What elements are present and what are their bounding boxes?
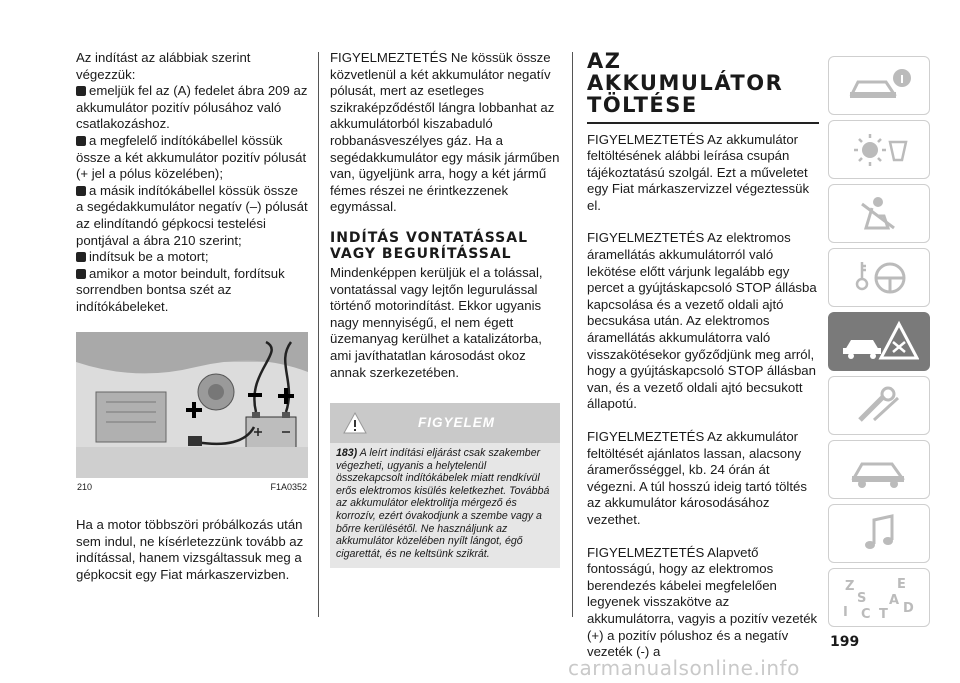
bullet-square-icon [76,86,86,96]
column-divider [318,52,319,617]
car-specs-icon [844,450,914,490]
dashboard-lights-icon [844,130,914,170]
bullet-square-icon [76,252,86,262]
warning-box [330,403,560,568]
tab-car-info[interactable] [828,56,930,115]
index-letter: E [897,576,906,592]
index-letter: S [857,590,867,606]
car-info-icon [844,66,914,106]
music-note-icon [844,514,914,554]
car-warning-icon [839,320,919,364]
charge-paragraph-4: FIGYELMEZTETÉS Alapvető fontosságú, hogy az elektromos berendezés kábelei megfelelően legyenek visszakötve az akkumulátorra, vagyis a pozitív vezeték (+) a pozitív pólushoz és a negatív vezeték (-) a [587,544,818,660]
warning-text: A leírt indítási eljárást csak szakember végezheti, ugyanis a helytelenül összekapcsolt indítókábelek miatt rendkívül erős elektromos kisülés keletkezhet. Továbbá az akkumulátor elektrolitja mérgező és korrozív, ezért óvakodjunk a szembe vagy a bőrre kerülésétől. Ne használjunk az akkumulátor közelében nyílt lángot, égő cigarettát, és ne keltsünk szikrát. [336,447,550,560]
bullet-square-icon [76,186,86,196]
intro-text: Az indítást az alábbiak szerint végezzük: [76,50,251,82]
index-letter: Z [845,578,855,594]
index-letter: C [861,606,871,622]
warning-triangle-icon [342,411,368,440]
seat-airbag-icon [844,194,914,234]
charge-paragraph-3: FIGYELMEZTETÉS Az akkumulátor feltöltését ajánlatos lassan, alacsony áramerősséggel, kb. 24 órán át végezni. A túl hosszú ideig tartó töltés az akkumulátor károsodásához vezethet. [587,429,807,527]
figure-caption [76,478,308,496]
column-divider [572,52,573,617]
alphabet-index-icon [839,574,919,622]
tab-key-steering[interactable] [828,248,930,307]
bullet-square-icon [76,269,86,279]
tab-index[interactable] [828,568,930,627]
column-left [76,50,308,583]
tab-car-warning[interactable] [828,312,930,371]
bullet-item: indítsuk be a motort; [76,249,308,266]
index-letter: A [889,592,900,608]
figure-number: 210 [77,481,93,492]
watermark-text[interactable]: carmanualsonline.info [568,656,800,680]
index-letter: I [843,604,848,620]
bullet-item: emeljük fel az (A) fedelet ábra 209 az akkumulátor pozitív pólusához való csatlakozáshoz. [76,83,308,132]
warning-paragraph: FIGYELMEZTETÉS Ne kössük össze közvetlenül a két akkumulátor negatív pólusát, mert az esetleges szikraképződéstől lángra lobbanhat az akkumulátorból kiszabaduló robbanásveszélyes gáz. Ha a segédakkumulátor egy másik járműben van, ügyeljünk arra, hogy a két jármű fémes részei ne érintkezzenek egymással. [330,50,560,215]
after-figure-text: Ha a motor többszöri próbálkozás után sem indul, ne kísérletezzünk tovább az indítással, hanem vizsgáltassuk meg a gépkocsit egy Fiat márkaszervizben. [76,517,304,582]
page-number: 199 [830,634,860,650]
charge-paragraph-2: FIGYELMEZTETÉS Az elektromos áramellátás akkumulátorról való lekötése előtt várjunk legalább egy percet a gyújtáskapcsoló STOP állásba kapcsolása és a vezető oldali ajtó becsukása után. Az elektromos áramellátás akkumulátorra való visszakötésekor győződjünk meg arról, hogy a gyújtáskapcsoló STOP állásban van, és a vezető oldali ajtó becsukott állapotú. [587,230,817,412]
column-right [587,50,819,661]
warning-body [330,443,560,568]
bullet-item: a másik indítókábellel kössük össze a segédakkumulátor negatív (–) pólusát az elindítandó gépkocsi testelési pontjával a ábra 210 szerint; [76,182,308,248]
section-heading: INDÍTÁS VONTATÁSSAL VAGY BEGURÍTÁSSAL [330,229,529,262]
tab-dashboard-lights[interactable] [828,120,930,179]
tab-maintenance[interactable] [828,376,930,435]
engine-jump-start-illustration [76,332,308,478]
tab-multimedia[interactable] [828,504,930,563]
figure-code: F1A0352 [270,481,307,492]
engine-battery-figure [76,332,308,478]
tab-car-specs[interactable] [828,440,930,499]
bullet-item: amikor a motor beindult, fordítsuk sorrendben bontsa szét az indítókábeleket. [76,265,285,314]
maintenance-tools-icon [844,386,914,426]
charge-paragraph-1: FIGYELMEZTETÉS Az akkumulátor feltöltésének alábbi leírása csupán tájékoztatású szolgál. Ezt a műveletet egy Fiat márkaszervizzel végeztessük el. [587,131,810,213]
bullet-square-icon [76,136,86,146]
tow-start-paragraph: Mindenképpen kerüljük el a tolással, vontatással vagy lejtőn legurulással történő motorindítást. Ekkor ugyanis nagy mennyiségű, el nem égett üzemanyag kerülhet a katalizátorba, ami javíthatatlan károsodást okoz annak szerkezetében. [330,264,543,380]
index-letter: D [903,600,914,616]
chapter-tabs [828,56,930,632]
chapter-heading: AZ AKKUMULÁTOR TÖLTÉSE [587,49,784,117]
index-letter: T [879,606,888,622]
warning-number: 183) [336,447,358,460]
column-middle [330,50,560,568]
bullet-item: a megfelelő indítókábellel kössük össze a két akkumulátor pozitív pólusát (+ jel a pólus közelében); [76,132,307,182]
key-steering-wheel-icon [844,258,914,298]
warning-title: FIGYELEM [418,414,496,430]
heading-rule [587,122,819,124]
tab-seat-airbag[interactable] [828,184,930,243]
warning-header [330,403,560,443]
